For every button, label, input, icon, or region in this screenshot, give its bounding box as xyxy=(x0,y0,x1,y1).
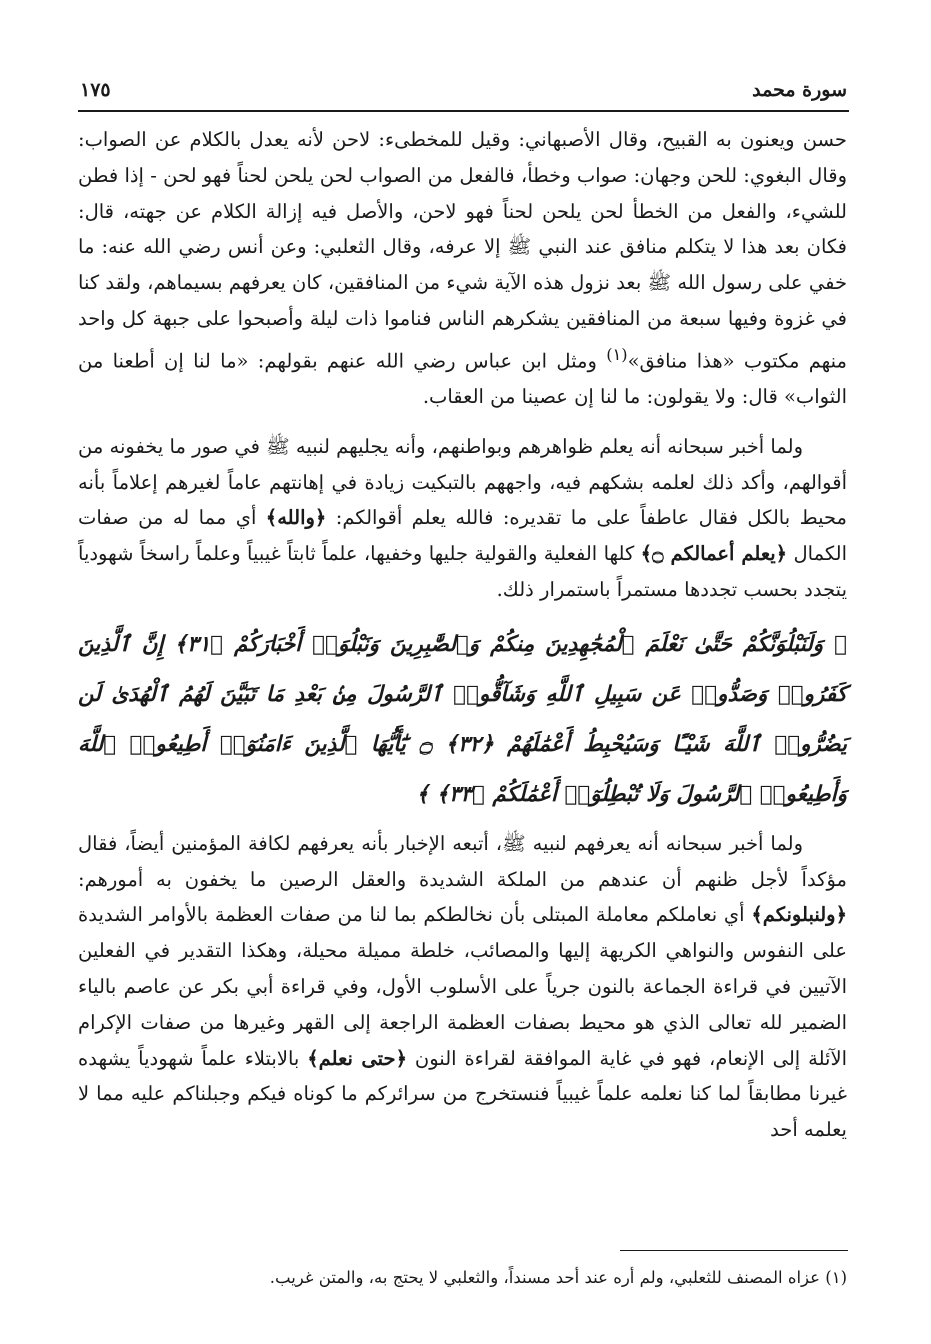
quran-quote: ﴿والله﴾ xyxy=(265,506,327,530)
quran-quote: ﴿حتى نعلم﴾ xyxy=(307,1046,408,1070)
footnote xyxy=(100,1264,847,1292)
footnote-divider xyxy=(620,1250,848,1251)
paragraph-2-text-a: ولما أخبر سبحانه أنه يعلم ظواهرهم وبواطنهم، وأنه يجليهم لنبيه ﷺ في صور ما يخفونه من أقوالهم، وأكد ذلك لعلمه بشكهم فيه، واجههم بالتبكيت زيادة في إهانتهم عاماً لغيرهم إعلاماً بأنه محيط بالكل فقال عاطفاً على ما تقديره: فالله يعلم أقوالكم: xyxy=(78,434,847,530)
main-text xyxy=(78,122,847,1148)
paragraph-1-tail: ومثل ابن عباس رضي الله عنهم بقولهم: «ما لنا إن أطعنا من الثواب» قال: ولا يقولون: ما لنا إن عصينا من العقاب. xyxy=(78,349,847,409)
quran-quote: ﴿يعلم أعمالكم ۝﴾ xyxy=(640,542,788,566)
page-number: ١٧٥ xyxy=(80,79,111,101)
paragraph-3-text-b: أي نعاملكم معاملة المبتلى بأن نخالطكم بما لنا من صفات العظمة بالأوامر الشديدة على النفوس والنواهي الكريهة إليها والمصائب، خلطة مميلة محيلة، وهكذا التقدير في الفعلين الآتيين في قراءة الجماعة بالنون جرياً على الأسلوب الأول، وفي قراءة أبي بكر عن عاصم بالياء الضمير لله تعالى الذي هو محيط بصفات العظمة الراجعة إلى القهر وغيرها من صفات الإكرام الآئلة إلى الإنعام، فهو في غاية الموافقة لقراءة النون xyxy=(78,903,847,1070)
header-divider xyxy=(78,110,849,112)
paragraph-3-text-a: ولما أخبر سبحانه أنه يعرفهم لنبيه ﷺ، أتبعه الإخبار بأنه يعرفهم لكافة المؤمنين أيضاً، فقال مؤكداً لأجل ظنهم أن عندهم من الملكة الشديدة والعقل الرصين ما يخفون به أمورهم: xyxy=(78,831,847,891)
footnote-text: عزاه المصنف للثعلبي، ولم أره عند أحد مسنداً، والثعلبي لا يحتج به، والمتن غريب. xyxy=(269,1268,820,1287)
footnote-ref[interactable]: (١) xyxy=(606,344,628,364)
quran-verses: ﴿ وَلَنَبْلُوَنَّكُمْ حَتَّىٰ نَعْلَمَ ٱلْمُجَٰهِدِينَ مِنكُمْ وَٱلصَّٰبِرِينَ وَنَبْلُوَا۟ أَخْبَارَكُمْ ﴿٣١﴾ إِنَّ ٱلَّذِينَ كَفَرُوا۟ وَصَدُّوا۟ عَن سَبِيلِ ٱللَّهِ وَشَآقُّوا۟ ٱلرَّسُولَ مِنۢ بَعْدِ مَا تَبَيَّنَ لَهُمُ ٱلْهُدَىٰ لَن يَضُرُّوا۟ ٱللَّهَ شَيْـًٔا وَسَيُحْبِطُ أَعْمَٰلَهُمْ ﴿٣٢﴾ ۝ يَٰٓأَيُّهَا ٱلَّذِينَ ءَامَنُوٓا۟ أَطِيعُوا۟ ٱللَّهَ وَأَطِيعُوا۟ ٱلرَّسُولَ وَلَا تُبْطِلُوٓا۟ أَعْمَٰلَكُمْ ﴿٣٣﴾ ﴾ xyxy=(78,631,847,807)
paragraph-2-text-c: كلها الفعلية والقولية جليها وخفيها، علماً ثابتاً غيبياً وعلماً راسخاً شهودياً يتجدد بحسب تجددها مستمراً باستمرار ذلك. xyxy=(78,542,847,602)
paragraph-2 xyxy=(78,429,847,608)
page-header xyxy=(80,72,847,108)
footnote-number: (١) xyxy=(825,1268,847,1287)
paragraph-3 xyxy=(78,826,847,1148)
paragraph-3-text-c: بالابتلاء علماً شهودياً يشهده غيرنا مطابقاً لما كنا نعلمه علماً غيبياً فنستخرج من سرائركم ما كوناه فيكم وجبلناكم عليه مما لا يعلمه أحد xyxy=(78,1046,847,1142)
quran-quote: ﴿ولنبلونكم﴾ xyxy=(751,903,847,927)
surah-title: سورة محمد xyxy=(752,79,847,101)
paragraph-2-text-b: أي مما له من صفات الكمال xyxy=(78,506,847,566)
paragraph-1-text: حسن ويعنون به القبيح، وقال الأصبهاني: وقيل للمخطىء: لاحن لأنه يعدل بالكلام عن الصواب: وقال البغوي: للحن وجهان: صواب وخطأ، فالفعل من الصواب لحن يلحن لحناً فهو لحن - إذا فطن للشيء، والفعل من الخطأ لحن يلحن لحناً فهو لاحن، والأصل فيه إزالة الكلام عن جهته، قال: فكان بعد هذا لا يتكلم منافق عند النبي ﷺ إلا عرفه، وقال الثعلبي: وعن أنس رضي الله عنه: ما خفي على رسول الله ﷺ بعد نزول هذه الآية شيء من المنافقين، كان يعرفهم بسيماهم، ولقد كنا في غزوة وفيها سبعة من المنافقين يشكرهم الناس فناموا ذات ليلة وأصبحوا على جبهة كل واحد منهم مكتوب «هذا منافق» xyxy=(78,128,847,373)
paragraph-1 xyxy=(78,122,847,415)
